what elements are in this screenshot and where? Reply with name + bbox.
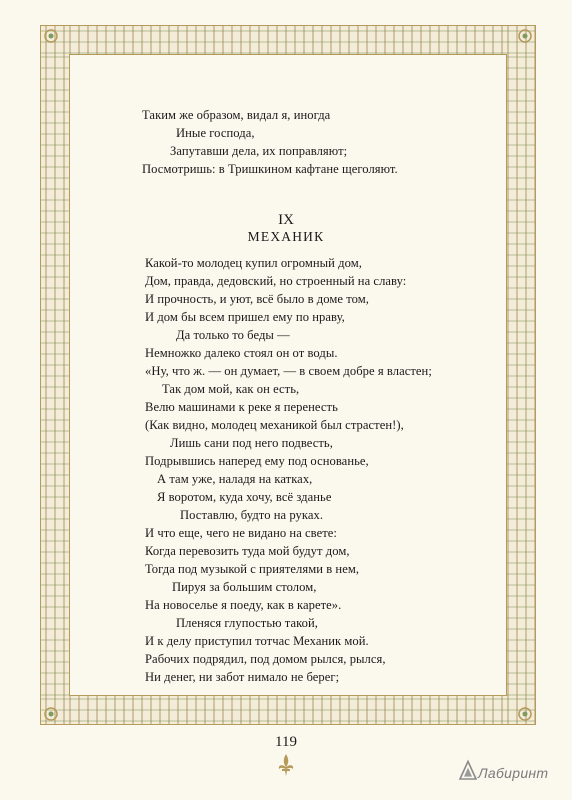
poem-line: Поставлю, будто на руках. [180,508,324,522]
poem-line: Лишь сани под него подвесть, [170,436,333,450]
poem-line: А там уже, наладя на катках, [157,472,313,486]
poem-line: Ни денег, ни забот нимало не берег; [145,670,340,684]
poem-line: Посмотришь: в Тришкином кафтане щеголяют. [142,162,398,176]
poem-line: Когда перевозить туда мой будут дом, [145,544,350,558]
poem-line: Пленяся глупостью такой, [176,616,318,630]
fleur-de-lis-icon [276,752,296,778]
poem-line: Велю машинами к реке я перенесть [145,400,338,414]
poem-line: Так дом мой, как он есть, [162,382,300,396]
poem-line: Рабочих подрядил, под домом рылся, рылся, [145,652,386,666]
poem-line: И дом бы всем пришел ему по нраву, [145,310,345,324]
poem-line: Я воротом, куда хочу, всё зданье [157,490,332,504]
chapter-title: МЕХАНИК [247,229,325,244]
poem-line: Подрывшись наперед ему под основанье, [145,454,369,468]
chapter-number: IX [278,212,294,228]
poem-line: Иные господа, [176,126,255,140]
labirint-logo-text: Лабиринт [478,765,549,781]
poem-line: Немножко далеко стоял он от воды. [145,346,338,360]
poem-line: На новоселье я поеду, как в карете». [145,598,342,612]
poem-line: Пируя за большим столом, [172,580,317,594]
poem-line: Тогда под музыкой с приятелями в нем, [145,562,360,576]
poem-line: Дом, правда, дедовский, но строенный на славу: [145,274,407,288]
poem-line: И к делу приступил тотчас Механик мой. [145,634,369,648]
poem-line: (Как видно, молодец механикой был страстен!), [145,418,404,432]
poem-line: Да только то беды — [176,328,290,342]
poem-line: «Ну, что ж. — он думает, — в своем добре я властен; [145,364,432,378]
poem-line: Запутавши дела, их поправляют; [170,144,348,158]
poem-line: Какой-то молодец купил огромный дом, [145,256,362,270]
poem-line: И прочность, и уют, всё было в доме том, [145,292,369,306]
poem-line: Таким же образом, видал я, иногда [142,108,331,122]
page-number: 119 [275,734,297,750]
poem-line: И что еще, чего не видано на свете: [145,526,337,540]
